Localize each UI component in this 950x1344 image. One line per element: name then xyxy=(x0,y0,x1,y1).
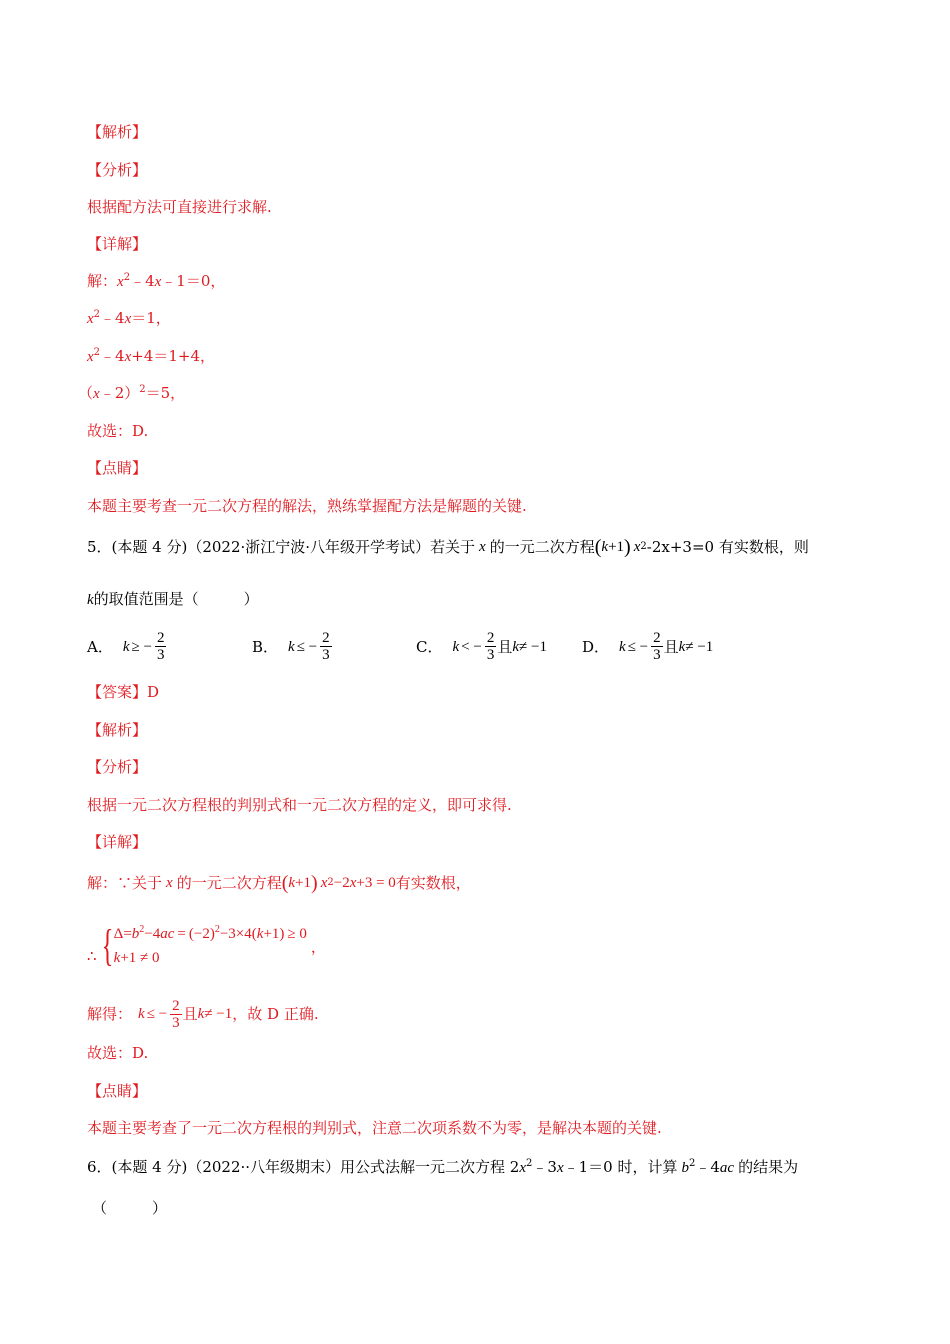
expr-part: ＝5， xyxy=(145,384,186,402)
fraction xyxy=(320,630,332,663)
expr-part: ﹣4 xyxy=(100,309,125,327)
solution-prefix: 解：∵关于 xyxy=(87,874,163,892)
left-brace: { xyxy=(101,921,113,970)
var-k: k xyxy=(512,638,520,655)
var-k: k xyxy=(113,950,121,966)
expr-part: = xyxy=(177,926,186,942)
xiangjie-heading: 【详解】 xyxy=(87,833,148,851)
answer-line: 【答案】D xyxy=(87,683,160,701)
relation: ≥ − xyxy=(131,638,152,655)
expr-part: ≥ 0 xyxy=(287,926,307,942)
relation: ≠ −1 xyxy=(204,1006,233,1022)
paren-open: （ xyxy=(78,384,94,402)
relation: ≠ −1 xyxy=(685,638,714,655)
expr-part: +1 xyxy=(295,875,312,891)
var-x: x xyxy=(87,311,94,327)
expr-part: −4 xyxy=(144,926,161,942)
var-x: x xyxy=(154,274,162,290)
question-5-head: 5．(本题 4 分)（2022·浙江宁波·八年级开学考试）若关于 xyxy=(87,538,476,556)
question-5-head-2: 的一元二次方程 xyxy=(489,538,595,556)
numerator: 2 xyxy=(322,630,330,646)
solution-step-3 xyxy=(87,346,215,367)
fraction xyxy=(651,630,663,663)
expr-part: +4＝1+4， xyxy=(131,347,216,365)
var-x: x xyxy=(117,274,124,290)
relation: ≤ − xyxy=(627,638,649,655)
fraction xyxy=(170,998,182,1031)
dianjing-text: 本题主要考查一元二次方程的解法，熟练掌握配方法是解题的关键. xyxy=(87,497,527,515)
var-x: x xyxy=(124,349,132,365)
var-x: x xyxy=(519,1160,527,1176)
var-k: k xyxy=(452,638,460,655)
expr-part: +1 xyxy=(263,926,280,942)
analysis-text: 根据一元二次方程根的判别式和一元二次方程的定义，即可求得. xyxy=(87,796,512,814)
and-word: 且 xyxy=(497,637,513,656)
relation: ≤ − xyxy=(296,638,318,655)
var-k: k xyxy=(87,592,94,608)
var-x: x xyxy=(320,875,328,891)
paren-open: ( xyxy=(281,872,289,894)
paren-open: ( xyxy=(594,536,602,558)
expr-part: +3 = 0 xyxy=(356,875,396,891)
paren-close: ) xyxy=(311,872,318,894)
expr-part: +1 ≠ 0 xyxy=(120,950,160,966)
solution-step-4 xyxy=(78,383,185,404)
paren-close: ) xyxy=(279,926,285,942)
solution-line-1: 解：∵关于 x 的一元二次方程 ( k +1 ) x 2 −2 x +3 = 0 有实数根， xyxy=(87,872,471,894)
fraction xyxy=(155,630,167,663)
question-6-answer-blank: （ ） xyxy=(92,1199,168,1217)
expr-part: −3×4 xyxy=(219,926,252,942)
var-k: k xyxy=(288,875,296,891)
var-b: b xyxy=(131,926,140,942)
dianjing-heading: 【点睛】 xyxy=(87,459,148,477)
var-x: x xyxy=(93,386,100,402)
expr-part: ﹣4 xyxy=(100,347,125,365)
expr-part: −2 xyxy=(333,875,350,891)
option-label: B． xyxy=(252,637,279,656)
option-a[interactable] xyxy=(87,630,167,663)
result-line xyxy=(87,998,319,1030)
exponent: 2 xyxy=(123,272,131,283)
var-k: k xyxy=(122,638,130,655)
choose-line: 故选：D. xyxy=(87,1044,149,1062)
var-k: k xyxy=(678,638,686,655)
numerator: 2 xyxy=(156,630,165,646)
exponent: 2 xyxy=(688,1158,696,1169)
exponent: 2 xyxy=(93,347,101,358)
var-x: x xyxy=(349,875,357,891)
expr-part: ＝1， xyxy=(131,309,171,327)
fraction xyxy=(485,630,497,663)
option-b[interactable] xyxy=(252,630,333,663)
question-6-mid: ﹣1＝0 时，计算 xyxy=(563,1158,678,1176)
var-k: k xyxy=(197,1006,205,1022)
var-b: b xyxy=(681,1160,689,1176)
and-word: 且 xyxy=(182,1005,198,1023)
expr-part: +1 xyxy=(608,539,625,555)
paren-open: ( xyxy=(251,926,257,942)
solution-text: 有实数根， xyxy=(395,874,471,892)
system-rows xyxy=(114,922,307,970)
relation: ≤ − xyxy=(146,1006,168,1022)
var-k: k xyxy=(288,638,295,655)
solution-step-2 xyxy=(87,308,171,329)
inequality-system xyxy=(87,922,326,970)
expr-part: ﹣2） xyxy=(99,384,140,402)
expr-part: (−2) xyxy=(188,926,215,942)
numerator: 2 xyxy=(653,630,661,646)
expr-part: ﹣3 xyxy=(532,1158,557,1176)
exponent: 2 xyxy=(93,309,101,320)
option-label: C． xyxy=(416,637,443,656)
paren-close: ) xyxy=(624,536,631,558)
solution-prefix: 解： xyxy=(87,272,118,290)
solution-text: 的一元二次方程 xyxy=(176,874,282,892)
relation: ≠ −1 xyxy=(519,638,547,655)
question-6-stem xyxy=(87,1157,798,1178)
exponent: 2 xyxy=(526,1158,533,1169)
system-row-2 xyxy=(114,946,307,970)
question-5-equation-tail: -2x+3=0 有实数根，则 xyxy=(646,538,809,556)
denominator: 3 xyxy=(156,647,165,663)
numerator: 2 xyxy=(172,997,180,1014)
denominator: 3 xyxy=(486,647,495,663)
expr-part: ﹣1＝0， xyxy=(161,272,226,290)
exponent: 2 xyxy=(139,924,145,935)
var-ac: ac xyxy=(719,1160,735,1176)
jiexi-heading: 【解析】 xyxy=(87,721,148,739)
exponent: 2 xyxy=(214,924,220,935)
question-6-tail: 的结果为 xyxy=(738,1158,799,1176)
choose-line: 故选：D. xyxy=(87,422,149,440)
therefore-symbol: ∴ xyxy=(87,947,97,965)
option-d[interactable] xyxy=(582,630,713,663)
jiexi-heading: 【解析】 xyxy=(87,123,148,141)
var-k: k xyxy=(138,1006,145,1022)
var-k: k xyxy=(256,926,264,942)
fenxi-heading: 【分析】 xyxy=(87,758,148,776)
option-c[interactable] xyxy=(416,630,547,663)
var-k: k xyxy=(601,539,609,555)
expr-part: ﹣4 xyxy=(130,272,155,290)
question-5-range-text: 的取值范围是（ ） xyxy=(93,590,259,608)
var-x: x xyxy=(124,311,132,327)
option-label: D． xyxy=(582,637,610,656)
denominator: 3 xyxy=(653,647,661,663)
exponent: 2 xyxy=(139,384,146,395)
analysis-text: 根据配方法可直接进行求解. xyxy=(87,198,272,216)
numerator: 2 xyxy=(486,630,495,646)
relation: < − xyxy=(461,638,482,655)
option-label: A． xyxy=(87,637,113,656)
comma: ， xyxy=(310,937,326,956)
solution-step-1 xyxy=(87,271,225,292)
var-x: x xyxy=(633,539,641,555)
xiangjie-heading: 【详解】 xyxy=(87,235,148,253)
system-row-1 xyxy=(114,922,307,946)
var-ac: ac xyxy=(160,926,175,942)
question-5-stem: 5．(本题 4 分)（2022·浙江宁波·八年级开学考试）若关于 x 的一元二次方程 ( k +1 ) x 2 -2x+3=0 有实数根，则 xyxy=(87,536,809,558)
and-word: 且 xyxy=(663,637,679,656)
var-x: x xyxy=(479,539,486,555)
question-5-line-2 xyxy=(87,589,259,610)
dianjing-text: 本题主要考查了一元二次方程根的判别式，注意二次项系数不为零，是解决本题的关键. xyxy=(87,1119,662,1137)
question-6-head: 6．(本题 4 分)（2022··八年级期末）用公式法解一元二次方程 2 xyxy=(87,1158,520,1176)
var-x: x xyxy=(166,875,173,891)
denominator: 3 xyxy=(172,1014,180,1031)
result-prefix: 解得： xyxy=(87,1005,133,1023)
var-x: x xyxy=(87,349,94,365)
result-tail: ，故 D 正确. xyxy=(232,1005,319,1023)
denominator: 3 xyxy=(322,647,330,663)
expr-part: ﹣4 xyxy=(695,1158,720,1176)
var-k: k xyxy=(619,638,626,655)
var-x: x xyxy=(556,1160,564,1176)
expr-part: Δ= xyxy=(113,926,132,942)
fenxi-heading: 【分析】 xyxy=(87,161,148,179)
dianjing-heading: 【点睛】 xyxy=(87,1082,148,1100)
